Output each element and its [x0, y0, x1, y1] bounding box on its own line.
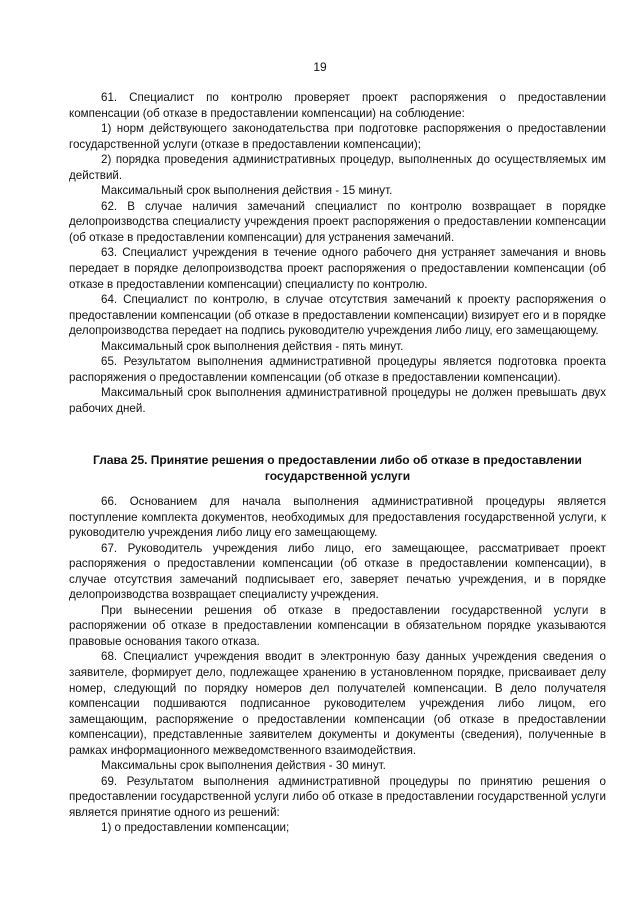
section-2: [69, 494, 606, 836]
paragraph-69-item-1: 1) о предоставлении компенсации;: [101, 821, 290, 835]
paragraph-67-refusal: При вынесении решения об отказе в предоставлении государственной услуги в распоряжении об отказе в предоставлении компенсации в обязательном порядке указываются правовые основания такого отказа.: [69, 603, 606, 648]
chapter-heading: Глава 25. Принятие решения о предоставлении либо об отказе в предоставлении государственной услуги: [93, 453, 582, 483]
paragraph-68: 68. Специалист учреждения вводит в электронную базу данных учреждения сведения о заявителе, формирует дело, подлежащее хранению в установленном порядке, присваивает делу номер, следующий по порядку номеров дел получателей компенсации. В дело получателя компенсации подшиваются подписанное руководителем учреждения либо лицом, его замещающим, распоряжение о предоставлении компенсации (об отказе в предоставлении компенсации), представленные заявителем документы и документы (сведения), полученные в рамках информационного межведомственного взаимодействия.: [69, 650, 606, 757]
paragraph-time-limit-4: Максимальны срок выполнения действия - 30 минут.: [101, 759, 386, 773]
paragraph-61-item-1: 1) норм действующего законодательства при подготовке распоряжения о предоставлении государственной услуги (отказе в предоставлении компенсации);: [69, 122, 606, 151]
paragraph-64: 64. Специалист по контролю, в случае отсутствия замечаний к проекту распоряжения о предоставлении компенсации (об отказе в предоставлении компенсации) визирует его и в порядке делопроизводства передает на подпись руководителю учреждения либо лицу, его замещающему.: [69, 293, 606, 338]
paragraph-69: 69. Результатом выполнения административной процедуры по принятию решения о предоставлении государственной услуги либо об отказе в предоставлении государственной услуги является принятие одного из решений:: [69, 774, 606, 819]
paragraph-67: 67. Руководитель учреждения либо лицо, его замещающее, рассматривает проект распоряжения о предоставлении компенсации (об отказе в предоставлении компенсации), в случае отсутствия замечаний подписывает его, заверяет печатью учреждения, и в порядке делопроизводства возвращает специалисту учреждения.: [69, 541, 606, 602]
paragraph-time-limit-2: Максимальный срок выполнения действия - пять минут.: [101, 339, 404, 353]
paragraph-61-item-2: 2) порядка проведения административных процедур, выполненных до осуществляемых им действий.: [69, 153, 606, 182]
section-1: [69, 90, 606, 416]
paragraph-time-limit-3: Максимальный срок выполнения административной процедуры не должен превышать двух рабочих дней.: [69, 386, 606, 415]
paragraph-61: 61. Специалист по контролю проверяет проект распоряжения о предоставлении компенсации (об отказе в предоставлении компенсации) на соблюдение:: [69, 91, 606, 120]
paragraph-65: 65. Результатом выполнения административной процедуры является подготовка проекта распоряжения о предоставлении компенсации (об отказе в предоставлении компенсации).: [69, 355, 606, 384]
paragraph-63: 63. Специалист учреждения в течение одного рабочего дня устраняет замечания и вновь передает в порядке делопроизводства проект распоряжения о предоставлении компенсации (об отказе в предоставлении компенсации) специалисту по контролю.: [69, 246, 606, 291]
paragraph-66: 66. Основанием для начала выполнения административной процедуры является поступление комплекта документов, необходимых для предоставления государственной услуги, к руководителю учреждения либо лицу его замещающему.: [69, 495, 606, 540]
paragraph-62: 62. В случае наличия замечаний специалист по контролю возвращает в порядке делопроизводства специалисту учреждения проект распоряжения о предоставлении компенсации (об отказе в предоставлении компенсации) для устранения замечаний.: [69, 199, 606, 244]
page-number: 19: [313, 60, 327, 74]
paragraph-time-limit-1: Максимальный срок выполнения действия - 15 минут.: [101, 184, 393, 198]
